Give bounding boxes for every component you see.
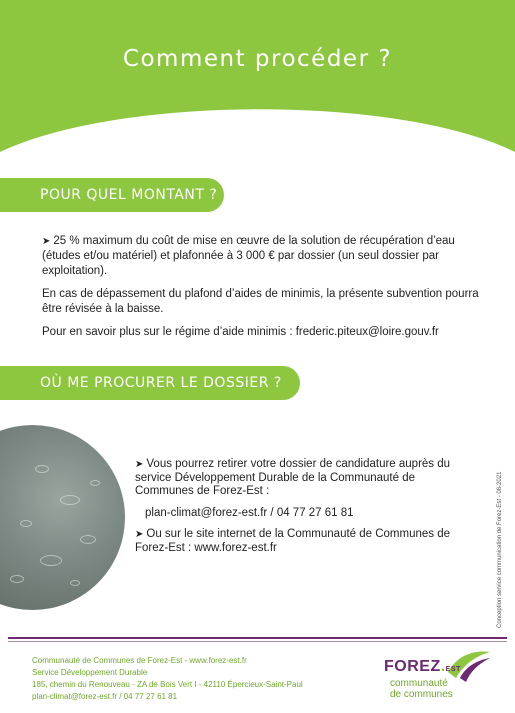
side-credit: Conception service communication de Forez-Est - 06-2021 <box>497 471 503 628</box>
forez-est-logo <box>384 648 494 708</box>
amount-bullet-text: 25 % maximum du coût de mise en œuvre de la solution de récupération d’eau (études et/ou matériel) et plafonnée à 3 000 € par dossier (un seul dossier par exploitation). <box>42 235 455 277</box>
rain-water-photo <box>0 425 125 610</box>
arrow-bullet-icon: ➤ <box>42 236 51 247</box>
more-info-paragraph: Pour en savoir plus sur le régime d’aide minimis : frederic.piteux@loire.gouv.fr <box>42 326 439 338</box>
footer-divider-thin <box>8 641 507 642</box>
footer-line-2: Service Développement Durable <box>32 668 148 677</box>
logo-subtitle-2: de communes <box>390 689 453 700</box>
where-section-body <box>135 458 475 563</box>
minimis-paragraph: En cas de dépassement du plafond d’aides de minimis, la présente subvention pourra être révisée à la baisse. <box>42 288 479 315</box>
header-green-arc <box>0 0 515 160</box>
where-bullet-2-text: Ou sur le site internet de la Communauté de Communes de Forez-Est : www.forez-est.fr <box>135 528 451 554</box>
section-title-amount: POUR QUEL MONTANT ? <box>0 178 224 212</box>
arrow-bullet-icon: ➤ <box>135 459 144 470</box>
footer-divider <box>8 637 507 639</box>
where-bullet-1-text: Vous pourrez retirer votre dossier de candidature auprès du service Développement Durable de la Communauté de Communes de Forez-Est : <box>135 458 451 497</box>
where-bullet-2 <box>135 528 475 555</box>
page-title: Comment procéder ? <box>122 46 393 72</box>
footer-address <box>32 655 303 703</box>
amount-bullet <box>42 234 482 279</box>
where-bullet-1 <box>135 458 475 499</box>
footer-line-1: Communauté de Communes de Forez-Est - www.forez-est.fr <box>32 656 247 665</box>
footer-line-4: plan-climat@forez-est.fr / 04 77 27 61 81 <box>32 692 178 701</box>
logo-wordmark: FOREZ.EST <box>384 658 461 675</box>
amount-section-body <box>42 234 482 348</box>
logo-suffix: EST <box>445 666 461 673</box>
footer-line-3: 185, chemin du Renouveau - ZA de Bois Vert I - 42110 Épercieux-Saint-Paul <box>32 680 303 689</box>
logo-subtitle <box>390 678 453 700</box>
arrow-bullet-icon: ➤ <box>135 529 144 540</box>
logo-subtitle-1: communauté <box>390 678 448 689</box>
section-title-where: OÙ ME PROCURER LE DOSSIER ? <box>0 366 300 400</box>
logo-name: FOREZ <box>384 658 441 675</box>
header-banner <box>0 0 515 160</box>
contact-line: plan-climat@forez-est.fr / 04 77 27 61 81 <box>145 506 354 519</box>
